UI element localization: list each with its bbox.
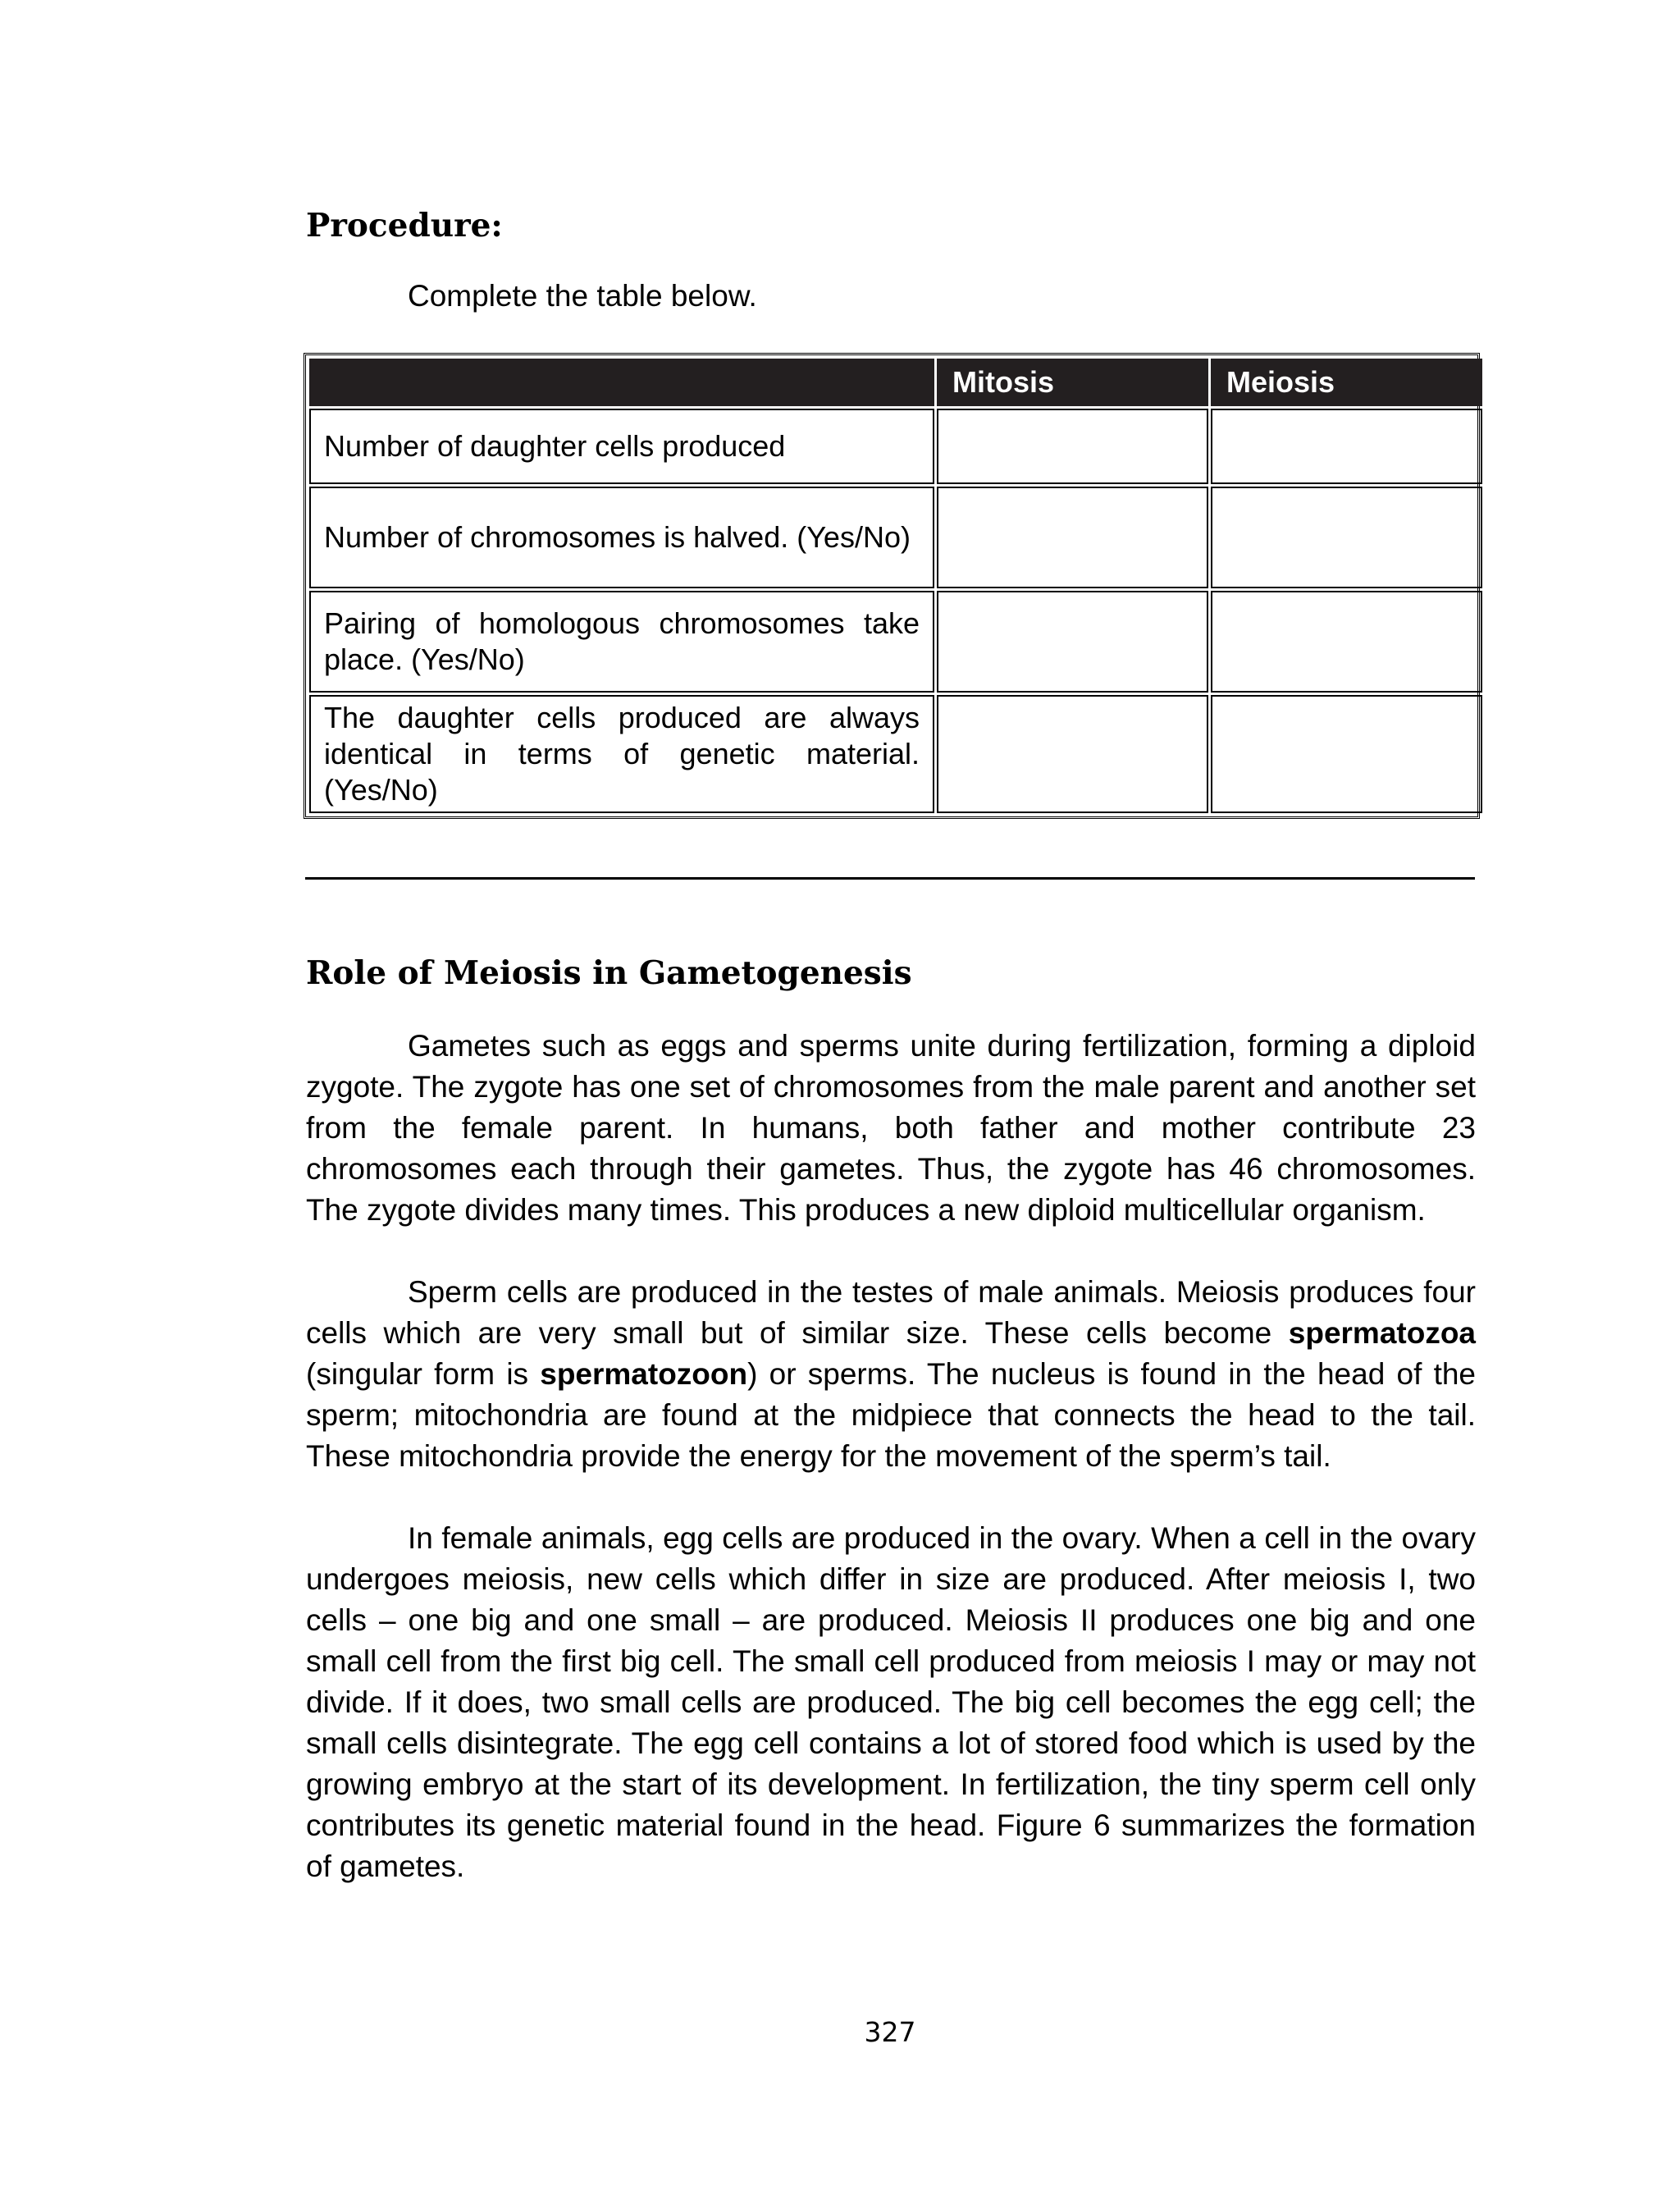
meiosis-answer-cell[interactable] (1211, 695, 1482, 813)
page-number: 327 (864, 2016, 916, 2048)
table-row (309, 487, 1482, 588)
paragraph-text: (singular form is (306, 1357, 541, 1391)
instruction-text: Complete the table below. (408, 279, 757, 313)
meiosis-answer-cell[interactable] (1211, 487, 1482, 588)
term-spermatozoon: spermatozoon (540, 1357, 748, 1391)
row-label: Pairing of homologous chromosomes take place. (Yes/No) (309, 591, 934, 693)
row-label: Number of chromosomes is halved. (Yes/No) (309, 487, 934, 588)
mitosis-answer-cell[interactable] (937, 487, 1208, 588)
header-meiosis: Meiosis (1211, 359, 1482, 406)
paragraph-egg: In female animals, egg cells are produced in the ovary. When a cell in the ovary undergoes meiosis, new cells which differ in size are produced. After meiosis I, two cells – one big and one small – are produced. Meiosis II produces one big and one small cell from the first big cell. The small cell produced from meiosis I may or may not divide. If it does, two small cells are produced. The big cell becomes the egg cell; the small cells disintegrate. The egg cell contains a lot of stored food which is used by the growing embryo at the start of its development. In fertilization, the tiny sperm cell only contributes its genetic material found in the head. Figure 6 summarizes the formation of gametes. (306, 1521, 1476, 1883)
header-mitosis: Mitosis (937, 359, 1208, 406)
row-label: Number of daughter cells produced (309, 409, 934, 484)
section-heading: Role of Meiosis in Gametogenesis (306, 954, 912, 992)
mitosis-answer-cell[interactable] (937, 409, 1208, 484)
term-spermatozoa: spermatozoa (1288, 1316, 1476, 1350)
row-label: The daughter cells produced are always identical in terms of genetic material. (Yes/No) (309, 695, 934, 813)
table-row (309, 695, 1482, 813)
table-header-row (309, 359, 1482, 406)
procedure-heading: Procedure: (306, 207, 503, 245)
mitosis-meiosis-table (307, 356, 1485, 816)
section-divider (305, 877, 1475, 880)
mitosis-answer-cell[interactable] (937, 591, 1208, 693)
paragraph-text: ) or sperms. The nucleus is found in the head of the sperm; mitochondria are found at the midpiece that connects the head to the tail. These mitochondria provide the energy for the movement of the sperm’s tail. (306, 1357, 1477, 1473)
meiosis-answer-cell[interactable] (1211, 409, 1482, 484)
comparison-table-frame (304, 353, 1480, 819)
table-row (309, 591, 1482, 693)
paragraph-gametes: Gametes such as eggs and sperms unite during fertilization, forming a diploid zygote. The zygote has one set of chromosomes from the male parent and another set from the female parent. In humans, both father and mother contribute 23 chromosomes each through their gametes. Thus, the zygote has 46 chromosomes. The zygote divides many times. This produces a new diploid multicellular organism. (306, 1029, 1476, 1227)
table-row (309, 409, 1482, 484)
header-empty (309, 359, 934, 406)
paragraph-sperm (306, 1272, 1476, 1477)
paragraph-text: Sperm cells are produced in the testes of male animals. Meiosis produces four cells which are very small but of similar size. These cells become (306, 1275, 1476, 1350)
meiosis-answer-cell[interactable] (1211, 591, 1482, 693)
mitosis-answer-cell[interactable] (937, 695, 1208, 813)
